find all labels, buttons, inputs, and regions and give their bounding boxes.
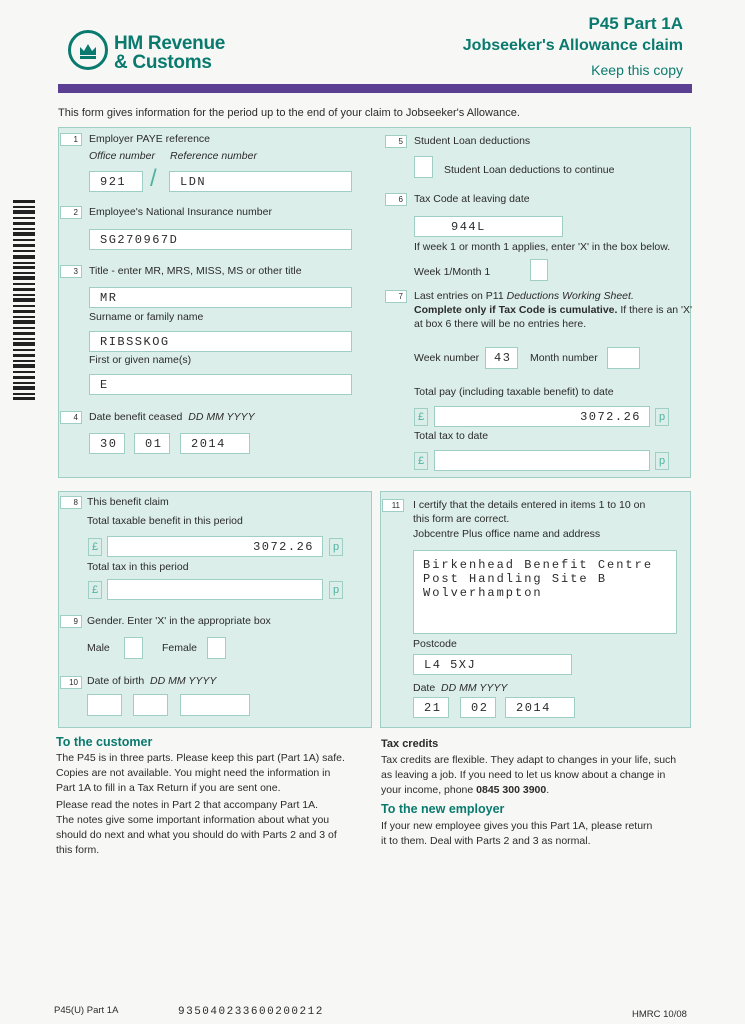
logo-wordmark [114,34,225,72]
office-address-field[interactable]: Birkenhead Benefit Centre Post Handling Site B Wolverhampton [413,550,677,634]
field-2-number: 2 [60,206,82,219]
reference-number-label: Reference number [170,150,257,162]
pay-pence-icon: p [655,408,669,426]
total-tax-field[interactable] [434,450,650,471]
benefit-pound-icon: £ [88,538,102,556]
female-label: Female [162,642,198,654]
new-employer-paragraph: If your new employee gives you this Part 1A, please return it to them. Deal with Parts 2 and 3 as normal. [381,820,653,847]
postcode-label: Postcode [413,638,457,650]
pay-pound-icon: £ [414,408,428,426]
hmrc-version: HMRC 10/08 [632,1009,687,1020]
benefit-pence-icon: p [329,538,343,556]
tax-pence-icon: p [655,452,669,470]
tax-period-label: Total tax in this period [87,561,189,573]
field-3-number: 3 [60,265,82,278]
field-5-number: 5 [385,135,407,148]
gender-label: Gender. Enter 'X' in the appropriate box [87,615,271,627]
student-loan-checkbox[interactable] [414,156,433,178]
field-1-number: 1 [60,133,82,146]
ceased-year-field[interactable]: 2014 [180,433,250,454]
customer-paragraph-1: The P45 is in three parts. Please keep this part (Part 1A) safe. Copies are not available. You might need the information in Part 1A to fill in a Tax Return if you are sent one. [56,752,345,794]
ceased-month-field[interactable]: 01 [134,433,170,454]
sign-year-field[interactable]: 2014 [505,697,575,718]
tax-period-field[interactable] [107,579,323,600]
customer-heading: To the customer [56,735,153,749]
week-number-field[interactable]: 43 [485,347,518,369]
document-code: 935040233600200212 [178,1006,324,1018]
paye-separator: / [150,165,157,192]
benefit-claim-label: This benefit claim [87,496,169,508]
week1-month1-label: Week 1/Month 1 [414,266,491,278]
month-number-label: Month number [530,352,598,364]
field-4-number: 4 [60,411,82,424]
first-name-field[interactable]: E [89,374,352,395]
total-pay-field[interactable]: 3072.26 [434,406,650,427]
student-loan-continue-label: Student Loan deductions to continue [444,164,615,176]
logo-line-1: HM Revenue [114,33,226,54]
tax-credits-heading: Tax credits [381,738,439,750]
form-title: P45 Part 1A [588,14,683,33]
tax-credits-phone: 0845 300 3900 [476,784,547,796]
taxable-benefit-label: Total taxable benefit in this period [87,515,243,527]
week-number-label: Week number [414,352,480,364]
tax-credits-paragraph: Tax credits are flexible. They adapt to changes in your life, such as leaving a job. If you need to let us know about a change in your income, phone 0845 300 3900. [381,754,677,796]
office-number-field[interactable]: 921 [89,171,143,192]
p11-entries-label: Last entries on P11 Deductions Working Sheet. [414,290,634,302]
date-benefit-ceased-label: Date benefit ceased DD MM YYYY [89,411,255,423]
dob-label: Date of birth DD MM YYYY [87,675,217,687]
ni-number-field[interactable]: SG270967D [89,229,352,250]
ceased-day-field[interactable]: 30 [89,433,125,454]
field-6-number: 6 [385,193,407,206]
dob-year-field[interactable] [180,694,250,716]
month-number-field[interactable] [607,347,640,369]
surname-field[interactable]: RIBSSKOG [89,331,352,352]
field-7-number: 7 [385,290,407,303]
surname-label: Surname or family name [89,311,204,323]
form-subtitle: Jobseeker's Allowance claim [462,37,683,54]
sign-date-label: Date DD MM YYYY [413,682,508,694]
employer-paye-label: Employer PAYE reference [89,133,210,145]
office-number-label: Office number [89,150,155,162]
female-checkbox[interactable] [207,637,226,659]
certify-label-1: I certify that the details entered in items 1 to 10 on [413,499,646,511]
tax-code-field[interactable]: 944L [414,216,563,237]
week1-month1-checkbox[interactable] [530,259,548,281]
dob-day-field[interactable] [87,694,122,716]
customer-paragraph-2: Please read the notes in Part 2 that accompany Part 1A. The notes give some important information about what you should do next and what you should do with Parts 2 and 3 of this form. [56,799,337,856]
sign-day-field[interactable]: 21 [413,697,449,718]
reference-number-field[interactable]: LDN [169,171,352,192]
taxable-benefit-field[interactable]: 3072.26 [107,536,323,557]
form-reference: P45(U) Part 1A [54,1005,119,1016]
total-tax-label: Total tax to date [414,430,489,442]
field-8-number: 8 [60,496,82,509]
jobcentre-office-label: Jobcentre Plus office name and address [413,528,601,540]
certify-label-2: this form are correct. [413,513,510,525]
male-label: Male [87,642,110,654]
field-10-number: 10 [60,676,82,689]
title-field[interactable]: MR [89,287,352,308]
male-checkbox[interactable] [124,637,143,659]
intro-text: This form gives information for the period up to the end of your claim to Jobseeker's Allowance. [58,107,520,119]
dob-month-field[interactable] [133,694,168,716]
cumulative-note: Complete only if Tax Code is cumulative. If there is an 'X' [414,304,693,316]
form-title-block [463,14,683,82]
cumulative-note-2: at box 6 there will be no entries here. [414,318,587,330]
copy-note: Keep this copy [591,62,683,78]
new-employer-heading: To the new employer [381,802,505,816]
crown-crest-icon [68,30,108,70]
student-loan-label: Student Loan deductions [414,135,531,147]
week1-note: If week 1 or month 1 applies, enter 'X' in the box below. [414,241,671,253]
postcode-field[interactable]: L4 5XJ [413,654,572,675]
title-label: Title - enter MR, MRS, MISS, MS or other title [89,265,302,277]
field-9-number: 9 [60,615,82,628]
period-tax-pence-icon: p [329,581,343,599]
header-rule [58,84,692,93]
hmrc-logo [68,30,238,76]
total-pay-label: Total pay (including taxable benefit) to date [414,386,614,398]
tax-code-label: Tax Code at leaving date [414,193,530,205]
first-name-label: First or given name(s) [89,354,192,366]
ni-number-label: Employee's National Insurance number [89,206,272,218]
barcode-icon [13,200,35,400]
period-tax-pound-icon: £ [88,581,102,599]
tax-pound-icon: £ [414,452,428,470]
logo-line-2: & Customs [114,52,212,73]
sign-month-field[interactable]: 02 [460,697,496,718]
field-11-number: 11 [382,499,404,512]
